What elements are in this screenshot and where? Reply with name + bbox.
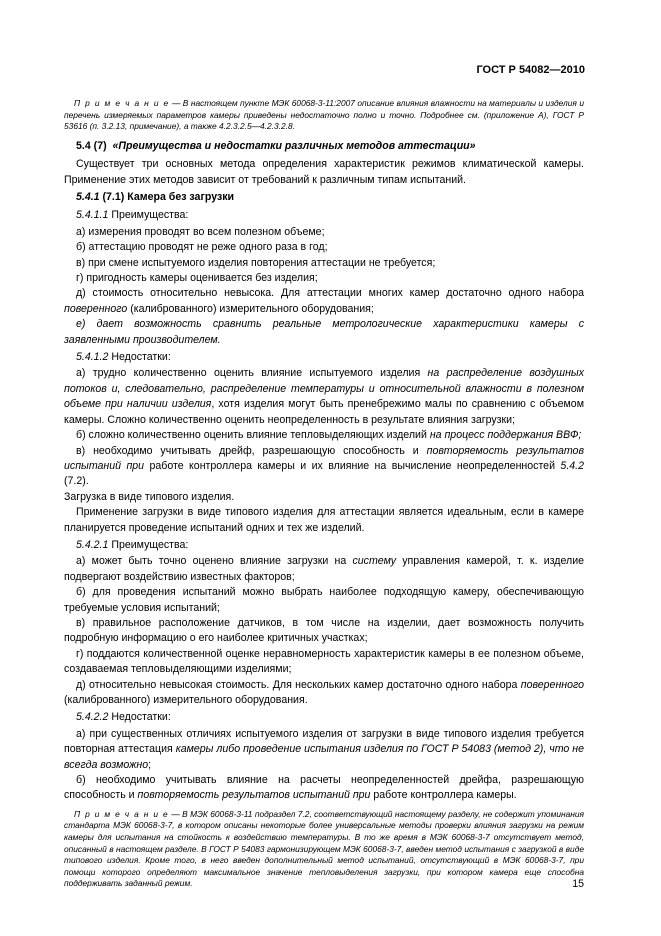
section-5-4-1-number: 5.4.1 xyxy=(76,191,100,203)
section-5-4-1-2-label: Недостатки: xyxy=(111,351,171,364)
document-header: ГОСТ Р 54082—2010 xyxy=(476,64,585,76)
section-5-4-1-ref: (7.1) xyxy=(102,191,125,203)
list-item: б) необходимо учитывать влияние на расчеты неопределенностей дрейфа, разрешающую способность и повторяемость результатов испытаний при работе контроллера камеры. xyxy=(64,774,584,802)
list-item: д) стоимость относительно невысока. Для аттестации многих камер достаточно одного набора поверенного (калиброванного) измерительного оборудования; xyxy=(64,287,584,315)
note-2-text: — В МЭК 60068-3-11 подраздел 7.2, соответствующий настоящему разделу, не содержит упоминания стандарта МЭК 60068-3-7, в котором описаны некоторые более универсальные методы проверки влияния загрузки на режим камеры для испытания на стойкость к воздействию температуры. В то же время в МЭК 60068-3-7 отсутствует метод, описанный в настоящем разделе. В ГОСТ Р 54083 гармонизирующем МЭК 60068-3-7, введен метод испытания с загрузкой в виде типового изделия. Кроме того, в него введен дополнительный метод испытаний, отсутствующий в МЭК 60068-3-7, при помощи которого определяют максимальное значение тепловыделения загрузки, при котором камера еще способна поддерживать заданный режим. xyxy=(64,808,584,889)
list-item: а) трудно количественно оценить влияние испытуемого изделия на распределение воздушных потоков и, следовательно, распределение температуры и относительной влажности в полезном объеме при наличии изделия, хотя изделия могут быть пренебрежимо малы по сравнению с объемом камеры. Сложно количественно оценить неопределенность в результате влияния загрузки; xyxy=(64,367,585,426)
section-5-4-2-2-number: 5.4.2.2 xyxy=(76,711,109,724)
section-5-4-number: 5.4 (7) xyxy=(76,139,107,152)
section-5-4-2-2-heading xyxy=(64,710,584,725)
section-5-4-2-1-number: 5.4.2.1 xyxy=(76,538,109,551)
section-5-4-2-1-heading xyxy=(64,538,584,553)
list-item: б) для проведения испытаний можно выбрать наиболее подходящую камеру, обеспечивающую требуемые условия испытаний; xyxy=(64,586,584,614)
page-number: 15 xyxy=(572,878,584,890)
list-item: г) пригодность камеры оценивается без изделия; xyxy=(76,272,318,285)
list-item: е) дает возможность сравнить реальные метрологические характеристики камеры с заявленными производителем. xyxy=(64,318,584,346)
section-5-4-1-2-number: 5.4.1.2 xyxy=(76,351,109,364)
section-5-4-1-1-label: Преимущества: xyxy=(111,209,189,222)
section-5-4-2-1-label: Преимущества: xyxy=(111,538,189,551)
page-body xyxy=(64,98,584,896)
list-item: а) при существенных отличиях испытуемого изделия от загрузки в виде типового изделия требуется повторная аттестация камеры либо проведение испытания изделия по ГОСТ Р 54083 (метод 2), что не всегда возможно; xyxy=(64,727,584,771)
list-item: а) измерения проводят во всем полезном объеме; xyxy=(76,225,325,238)
note-1-label: П р и м е ч а н и е xyxy=(74,98,170,108)
section-5-4-2-2-label: Недостатки: xyxy=(111,711,171,724)
section-5-4-1-heading xyxy=(64,190,584,205)
section-5-4-1-1-heading xyxy=(64,208,584,223)
section-5-4-1-1-number: 5.4.1.1 xyxy=(76,209,109,222)
section-5-4-title: «Преимущества и недостатки различных методов аттестации» xyxy=(112,139,476,152)
note-2 xyxy=(64,809,584,890)
list-item: в) правильное расположение датчиков, в том числе на изделии, дает возможность получить подробную информацию о его наиболее критичных участках; xyxy=(64,616,584,645)
list-item: д) относительно невысокая стоимость. Для нескольких камер достаточно одного набора поверенного (калиброванного) измерительного оборудования. xyxy=(64,678,584,706)
list-item: б) сложно количественно оценить влияние тепловыделяющих изделий на процесс поддержания ВВФ; xyxy=(76,429,582,442)
note-1 xyxy=(64,98,584,133)
list-item: а) может быть точно оценено влияние загрузки на систему управления камерой, т. к. изделие подвергают воздействию известных факторов; xyxy=(64,555,585,583)
section-5-4-1-2-heading xyxy=(64,350,584,365)
section-5-4-1-title: Камера без загрузки xyxy=(127,191,235,203)
section-5-4-2-title: Загрузка в виде типового изделия. xyxy=(64,490,235,503)
list-item: в) при смене испытуемого изделия повторения аттестации не требуется; xyxy=(76,256,436,269)
section-5-4-intro: Существует три основных метода определения характеристик режимов климатической камеры. Применение этих методов зависит от требований к различным типам испытаний. xyxy=(64,158,584,186)
section-5-4-heading xyxy=(64,139,584,154)
list-item: в) необходимо учитывать дрейф, разрешающую способность и повторяемость результатов испытаний при работе контроллера камеры и их влияние на вычисление неопределенностей 5.4.2 (7.2). xyxy=(64,444,584,488)
section-5-4-2-intro: Применение загрузки в виде типового изделия для аттестации является идеальным, если в камере планируется проведение испытаний одних и тех же изделий. xyxy=(64,506,584,534)
note-2-label: П р и м е ч а н и е xyxy=(74,808,169,819)
note-1-text: — В настоящем пункте МЭК 60068-3-11:2007 описание влияния влажности на материалы и изделия и перечень измеряемых параметров камеры приведены недостаточно полно и точно. Подробнее см. (приложение А), ГОСТ Р 53616 (п. 3.2.13, примечание), а также 4.2.3.2.5—4.2.3.2.8. xyxy=(64,98,584,132)
list-item: г) поддаются количественной оценке неравномерность характеристик камеры в ее полезном объеме, создаваемая тепловыделяющими изделиями; xyxy=(64,647,584,676)
list-item: б) аттестацию проводят не реже одного раза в год; xyxy=(76,241,328,254)
